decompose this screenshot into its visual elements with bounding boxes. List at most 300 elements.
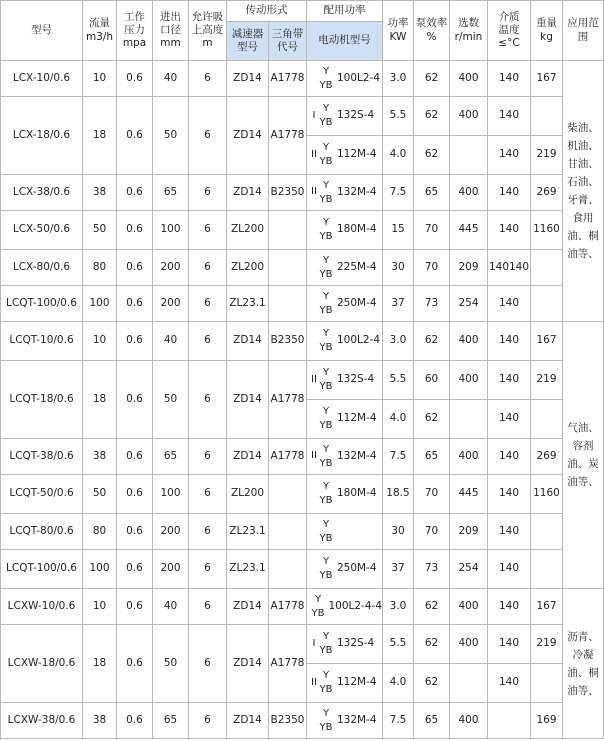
cell-port: 200 bbox=[153, 514, 189, 550]
motor-code-line: YB bbox=[319, 381, 333, 392]
header-line: r/min bbox=[454, 30, 483, 43]
motor-code-line: Y bbox=[322, 142, 330, 153]
cell-reducer: ZL23.1 bbox=[227, 514, 269, 550]
cell-suction: 6 bbox=[189, 61, 227, 97]
cell-reducer: ZD14 bbox=[227, 361, 269, 439]
cell-flow: 100 bbox=[83, 550, 117, 589]
header-line: 减速器 bbox=[231, 27, 264, 40]
cell-port: 40 bbox=[153, 589, 189, 625]
header-drive: 传动形式 bbox=[227, 1, 307, 22]
cell-suction: 6 bbox=[189, 439, 227, 475]
cell-speed: 400 bbox=[450, 175, 488, 211]
motor-model: 132M-4 bbox=[337, 449, 377, 462]
cell-speed bbox=[450, 400, 488, 439]
cell-motor bbox=[307, 439, 383, 475]
cell-speed: 400 bbox=[450, 322, 488, 361]
cell-temp: 140 bbox=[488, 475, 531, 514]
header-line: 重量 bbox=[536, 17, 557, 30]
cell-eff: 60 bbox=[414, 361, 450, 400]
motor-code-line: YB bbox=[319, 304, 333, 316]
cell-pressure: 0.6 bbox=[117, 475, 153, 514]
motor-model: 250M-4 bbox=[337, 296, 377, 309]
cell-eff: 62 bbox=[414, 61, 450, 97]
cell-motor bbox=[307, 250, 383, 286]
cell-reducer: ZL23.1 bbox=[227, 286, 269, 322]
cell-port: 40 bbox=[153, 322, 189, 361]
cell-pressure: 0.6 bbox=[117, 589, 153, 625]
header-line: 泵效率 bbox=[415, 17, 448, 30]
header-line: 进出 bbox=[160, 10, 181, 23]
header-speed bbox=[450, 1, 488, 61]
cell-power: 5.5 bbox=[383, 625, 414, 664]
motor-code bbox=[319, 179, 333, 207]
cell-eff: 70 bbox=[414, 211, 450, 250]
motor-code-line: Y bbox=[322, 179, 330, 191]
motor-code bbox=[319, 707, 333, 735]
motor-code-line: YB bbox=[319, 457, 333, 469]
cell-model: LCQT-38/0.6 bbox=[1, 439, 83, 475]
cell-eff: 70 bbox=[414, 250, 450, 286]
header-line: KW bbox=[389, 30, 407, 43]
cell-port: 100 bbox=[153, 475, 189, 514]
header-line: kg bbox=[540, 30, 553, 43]
cell-temp: 140140 bbox=[488, 250, 531, 286]
cell-reducer: ZD14 bbox=[227, 703, 269, 739]
cell-speed: 209 bbox=[450, 514, 488, 550]
header-line: 口径 bbox=[160, 23, 181, 36]
cell-power: 7.5 bbox=[383, 175, 414, 211]
cell-weight: 1160 bbox=[531, 211, 563, 250]
header-belt bbox=[269, 22, 307, 61]
cell-temp: 140 bbox=[488, 589, 531, 625]
header-line: 三角带 bbox=[271, 27, 304, 40]
motor-code-line: Y bbox=[322, 443, 330, 455]
cell-belt bbox=[269, 550, 307, 589]
motor-code-line: Y bbox=[322, 707, 330, 719]
motor-model: 132S-4 bbox=[337, 637, 375, 650]
cell-model: LCQT-100/0.6 bbox=[1, 286, 83, 322]
cell-temp: 140 bbox=[488, 439, 531, 475]
header-line: 型号 bbox=[237, 41, 258, 53]
motor-code-line: YB bbox=[319, 268, 333, 280]
cell-speed: 400 bbox=[450, 361, 488, 400]
cell-temp: 140 bbox=[488, 286, 531, 322]
motor-model: 100L2-4-4 bbox=[328, 599, 382, 612]
header-line: 温度 bbox=[498, 23, 520, 36]
cell-eff: 62 bbox=[414, 400, 450, 439]
motor-level: I bbox=[312, 109, 316, 121]
cell-speed: 445 bbox=[450, 211, 488, 250]
cell-reducer: ZL200 bbox=[227, 250, 269, 286]
motor-code-line: YB bbox=[319, 79, 333, 91]
motor-code-line: YB bbox=[319, 645, 333, 656]
cell-flow: 38 bbox=[83, 703, 117, 739]
cell-belt: A1778 bbox=[269, 625, 307, 703]
motor-model: 132M-4 bbox=[337, 185, 377, 198]
header-line: 选数 bbox=[458, 17, 479, 30]
cell-suction: 6 bbox=[189, 514, 227, 550]
cell-power: 18.5 bbox=[383, 475, 414, 514]
motor-level: II bbox=[311, 186, 317, 198]
motor-code-line: YB bbox=[319, 117, 333, 128]
cell-weight bbox=[531, 97, 563, 136]
motor-model: 132M-4 bbox=[337, 713, 377, 726]
cell-power: 30 bbox=[383, 514, 414, 550]
cell-flow: 80 bbox=[83, 250, 117, 286]
cell-speed: 209 bbox=[450, 250, 488, 286]
motor-code-line: YB bbox=[319, 193, 333, 205]
motor-code bbox=[319, 555, 333, 583]
header-line: mpa bbox=[122, 37, 147, 50]
cell-model: LCQT-80/0.6 bbox=[1, 514, 83, 550]
motor-model: 112M-4 bbox=[337, 412, 377, 425]
motor-code-line: Y bbox=[322, 481, 330, 492]
cell-eff: 73 bbox=[414, 550, 450, 589]
motor-code bbox=[319, 443, 333, 471]
motor-level: I bbox=[312, 637, 316, 649]
header-line: 应用范 bbox=[567, 17, 599, 30]
cell-weight: 219 bbox=[531, 625, 563, 664]
header-model: 型号 bbox=[1, 1, 83, 61]
cell-power: 37 bbox=[383, 550, 414, 589]
cell-pressure: 0.6 bbox=[117, 250, 153, 286]
cell-pressure: 0.6 bbox=[117, 625, 153, 703]
cell-power: 4.0 bbox=[383, 136, 414, 175]
cell-power: 4.0 bbox=[383, 400, 414, 439]
cell-reducer: ZL200 bbox=[227, 475, 269, 514]
cell-application: 沥青、冷凝油、桐油等、 bbox=[563, 589, 604, 739]
motor-level: II bbox=[311, 373, 317, 385]
motor-code bbox=[319, 405, 333, 433]
motor-model: 112M-4 bbox=[337, 148, 377, 161]
cell-flow: 10 bbox=[83, 61, 117, 97]
cell-port: 200 bbox=[153, 550, 189, 589]
motor-code-line: Y bbox=[314, 593, 322, 605]
cell-weight: 219 bbox=[531, 136, 563, 175]
motor-code bbox=[319, 518, 333, 546]
cell-suction: 6 bbox=[189, 322, 227, 361]
cell-speed: 400 bbox=[450, 589, 488, 625]
cell-port: 65 bbox=[153, 703, 189, 739]
cell-pressure: 0.6 bbox=[117, 439, 153, 475]
cell-suction: 6 bbox=[189, 475, 227, 514]
cell-flow: 50 bbox=[83, 211, 117, 250]
cell-speed bbox=[450, 136, 488, 175]
motor-code-line: YB bbox=[319, 420, 333, 431]
cell-model: LCQT-100/0.6 bbox=[1, 550, 83, 589]
cell-eff: 62 bbox=[414, 589, 450, 625]
cell-power: 15 bbox=[383, 211, 414, 250]
cell-belt: B2350 bbox=[269, 322, 307, 361]
cell-flow: 18 bbox=[83, 361, 117, 439]
cell-eff: 62 bbox=[414, 97, 450, 136]
header-line: 压力 bbox=[124, 23, 145, 36]
cell-flow: 50 bbox=[83, 475, 117, 514]
motor-model: 180M-4 bbox=[337, 223, 377, 236]
cell-belt bbox=[269, 211, 307, 250]
motor-code bbox=[319, 254, 333, 282]
cell-reducer: ZD14 bbox=[227, 97, 269, 175]
cell-model: LCX-18/0.6 bbox=[1, 97, 83, 175]
cell-weight: 269 bbox=[531, 175, 563, 211]
cell-reducer: ZD14 bbox=[227, 322, 269, 361]
cell-port: 65 bbox=[153, 175, 189, 211]
cell-port: 200 bbox=[153, 286, 189, 322]
cell-model: LCX-10/0.6 bbox=[1, 61, 83, 97]
header-line: 围 bbox=[577, 30, 589, 43]
cell-suction: 6 bbox=[189, 286, 227, 322]
cell-power: 7.5 bbox=[383, 703, 414, 739]
cell-temp: 140 bbox=[488, 400, 531, 439]
cell-speed: 254 bbox=[450, 550, 488, 589]
motor-code bbox=[319, 141, 333, 169]
cell-suction: 6 bbox=[189, 361, 227, 439]
cell-model: LCXW-10/0.6 bbox=[1, 589, 83, 625]
cell-speed bbox=[450, 664, 488, 703]
cell-motor bbox=[307, 514, 383, 550]
cell-motor bbox=[307, 175, 383, 211]
cell-power: 3.0 bbox=[383, 589, 414, 625]
cell-motor bbox=[307, 136, 383, 175]
motor-code-line: Y bbox=[322, 103, 330, 114]
cell-pressure: 0.6 bbox=[117, 286, 153, 322]
cell-motor bbox=[307, 400, 383, 439]
motor-code-line: Y bbox=[322, 367, 330, 378]
motor-code bbox=[319, 327, 333, 355]
cell-motor bbox=[307, 589, 383, 625]
motor-model: 100L2-4 bbox=[337, 71, 381, 84]
cell-port: 50 bbox=[153, 625, 189, 703]
cell-belt: A1778 bbox=[269, 439, 307, 475]
motor-code-line: Y bbox=[322, 217, 330, 228]
cell-power: 5.5 bbox=[383, 97, 414, 136]
cell-weight: 167 bbox=[531, 61, 563, 97]
cell-motor bbox=[307, 625, 383, 664]
header-eff bbox=[414, 1, 450, 61]
cell-speed: 254 bbox=[450, 286, 488, 322]
cell-belt bbox=[269, 514, 307, 550]
cell-model: LCQT-50/0.6 bbox=[1, 475, 83, 514]
cell-belt bbox=[269, 250, 307, 286]
motor-code-line: YB bbox=[319, 570, 333, 581]
motor-code bbox=[319, 366, 333, 394]
cell-pressure: 0.6 bbox=[117, 322, 153, 361]
header-line: m3/h bbox=[85, 30, 114, 43]
cell-suction: 6 bbox=[189, 589, 227, 625]
motor-code-line: Y bbox=[322, 328, 330, 339]
cell-temp: 140 bbox=[488, 361, 531, 400]
motor-code bbox=[319, 216, 333, 244]
motor-code-line: YB bbox=[319, 532, 333, 544]
cell-suction: 6 bbox=[189, 211, 227, 250]
cell-eff: 70 bbox=[414, 475, 450, 514]
cell-power: 37 bbox=[383, 286, 414, 322]
cell-motor bbox=[307, 475, 383, 514]
motor-code-line: YB bbox=[319, 721, 333, 733]
header-reducer bbox=[227, 22, 269, 61]
cell-power: 4.0 bbox=[383, 664, 414, 703]
header-line: mm bbox=[160, 37, 181, 50]
cell-speed: 400 bbox=[450, 97, 488, 136]
cell-belt: B2350 bbox=[269, 703, 307, 739]
motor-code-line: YB bbox=[319, 231, 333, 242]
cell-temp: 140 bbox=[488, 175, 531, 211]
motor-level: II bbox=[311, 148, 317, 160]
cell-eff: 65 bbox=[414, 175, 450, 211]
motor-code-line: YB bbox=[319, 495, 333, 506]
cell-temp: 140 bbox=[488, 625, 531, 664]
cell-temp bbox=[488, 703, 531, 739]
header-line: % bbox=[426, 30, 437, 43]
header-line: 工作 bbox=[124, 10, 145, 23]
cell-pressure: 0.6 bbox=[117, 514, 153, 550]
cell-flow: 38 bbox=[83, 175, 117, 211]
header-pressure bbox=[117, 1, 153, 61]
header-line: 允许吸 bbox=[191, 10, 224, 23]
header-power bbox=[383, 1, 414, 61]
header-flow bbox=[83, 1, 117, 61]
cell-weight bbox=[531, 664, 563, 703]
cell-speed: 400 bbox=[450, 625, 488, 664]
cell-motor bbox=[307, 97, 383, 136]
header-power-group: 配用功率 bbox=[307, 1, 383, 22]
motor-code bbox=[319, 480, 333, 508]
cell-flow: 10 bbox=[83, 589, 117, 625]
motor-code-line: YB bbox=[311, 607, 325, 619]
cell-suction: 6 bbox=[189, 550, 227, 589]
cell-weight bbox=[531, 400, 563, 439]
cell-model: LCX-38/0.6 bbox=[1, 175, 83, 211]
cell-eff: 62 bbox=[414, 322, 450, 361]
motor-code-line: Y bbox=[322, 290, 330, 302]
cell-reducer: ZD14 bbox=[227, 589, 269, 625]
cell-motor bbox=[307, 322, 383, 361]
cell-port: 50 bbox=[153, 361, 189, 439]
cell-speed: 400 bbox=[450, 61, 488, 97]
cell-flow: 18 bbox=[83, 625, 117, 703]
cell-weight bbox=[531, 250, 563, 286]
cell-flow: 18 bbox=[83, 97, 117, 175]
cell-speed: 400 bbox=[450, 703, 488, 739]
motor-level: II bbox=[311, 676, 317, 688]
cell-reducer: ZD14 bbox=[227, 175, 269, 211]
cell-temp: 140 bbox=[488, 61, 531, 97]
cell-eff: 70 bbox=[414, 514, 450, 550]
motor-model: 112M-4 bbox=[337, 676, 377, 689]
cell-temp: 140 bbox=[488, 514, 531, 550]
cell-suction: 6 bbox=[189, 175, 227, 211]
cell-power: 7.5 bbox=[383, 439, 414, 475]
cell-port: 100 bbox=[153, 211, 189, 250]
motor-code-line: Y bbox=[322, 406, 330, 417]
motor-model: 100L2-4 bbox=[337, 334, 381, 347]
motor-model: 180M-4 bbox=[337, 487, 377, 500]
motor-model: 250M-4 bbox=[337, 562, 377, 575]
cell-power: 3.0 bbox=[383, 61, 414, 97]
cell-temp: 140 bbox=[488, 211, 531, 250]
cell-temp: 140 bbox=[488, 550, 531, 589]
cell-weight: 269 bbox=[531, 439, 563, 475]
cell-reducer: ZL23.1 bbox=[227, 550, 269, 589]
cell-flow: 10 bbox=[83, 322, 117, 361]
cell-weight bbox=[531, 514, 563, 550]
motor-code-line: Y bbox=[322, 254, 330, 266]
cell-port: 50 bbox=[153, 97, 189, 175]
cell-eff: 62 bbox=[414, 136, 450, 175]
cell-power: 3.0 bbox=[383, 322, 414, 361]
motor-code-line: Y bbox=[322, 65, 330, 77]
cell-pressure: 0.6 bbox=[117, 175, 153, 211]
motor-code bbox=[312, 593, 325, 621]
cell-flow: 100 bbox=[83, 286, 117, 322]
cell-belt: A1778 bbox=[269, 589, 307, 625]
header-line: 代号 bbox=[277, 41, 298, 53]
motor-code-line: Y bbox=[322, 518, 330, 530]
cell-reducer: ZD14 bbox=[227, 439, 269, 475]
motor-level: II bbox=[311, 450, 317, 462]
cell-model: LCXW-18/0.6 bbox=[1, 625, 83, 703]
motor-code-line: Y bbox=[322, 631, 330, 642]
cell-application: 气油、容剂油、炭油等、 bbox=[563, 322, 604, 589]
motor-model: 225M-4 bbox=[337, 260, 377, 273]
header-line: ≤°C bbox=[498, 37, 520, 50]
motor-code bbox=[319, 669, 333, 697]
motor-code bbox=[319, 102, 333, 130]
cell-eff: 65 bbox=[414, 439, 450, 475]
cell-belt: A1778 bbox=[269, 61, 307, 97]
cell-pressure: 0.6 bbox=[117, 97, 153, 175]
header-port bbox=[153, 1, 189, 61]
cell-temp: 140 bbox=[488, 136, 531, 175]
motor-code bbox=[319, 290, 333, 318]
cell-eff: 73 bbox=[414, 286, 450, 322]
motor-code-line: YB bbox=[319, 342, 333, 353]
cell-suction: 6 bbox=[189, 703, 227, 739]
cell-model: LCXW-38/0.6 bbox=[1, 703, 83, 739]
motor-model: 132S-4 bbox=[337, 373, 375, 386]
cell-motor bbox=[307, 361, 383, 400]
cell-motor bbox=[307, 286, 383, 322]
cell-eff: 62 bbox=[414, 625, 450, 664]
cell-weight: 1160 bbox=[531, 475, 563, 514]
header-line: 功率 bbox=[387, 17, 409, 30]
cell-weight: 167 bbox=[531, 589, 563, 625]
header-motor: 电动机型号 bbox=[307, 22, 383, 61]
header-suction bbox=[189, 1, 227, 61]
cell-weight: 167 bbox=[531, 322, 563, 361]
cell-motor bbox=[307, 550, 383, 589]
cell-port: 65 bbox=[153, 439, 189, 475]
cell-reducer: ZD14 bbox=[227, 61, 269, 97]
cell-motor bbox=[307, 664, 383, 703]
motor-code bbox=[319, 630, 333, 658]
motor-model: 132S-4 bbox=[337, 109, 375, 122]
cell-pressure: 0.6 bbox=[117, 361, 153, 439]
cell-weight: 219 bbox=[531, 361, 563, 400]
cell-model: LCX-80/0.6 bbox=[1, 250, 83, 286]
header-app bbox=[563, 1, 604, 61]
cell-belt: A1778 bbox=[269, 97, 307, 175]
cell-application: 柴油、机油、甘油、石油、牙膏、食用油、桐油等、 bbox=[563, 61, 604, 322]
cell-reducer: ZD14 bbox=[227, 625, 269, 703]
cell-model: LCQT-10/0.6 bbox=[1, 322, 83, 361]
motor-code-line: YB bbox=[319, 684, 333, 695]
cell-weight: 169 bbox=[531, 703, 563, 739]
header-temp bbox=[488, 1, 531, 61]
cell-power: 5.5 bbox=[383, 361, 414, 400]
header-line: 介质 bbox=[498, 10, 520, 23]
cell-belt bbox=[269, 475, 307, 514]
